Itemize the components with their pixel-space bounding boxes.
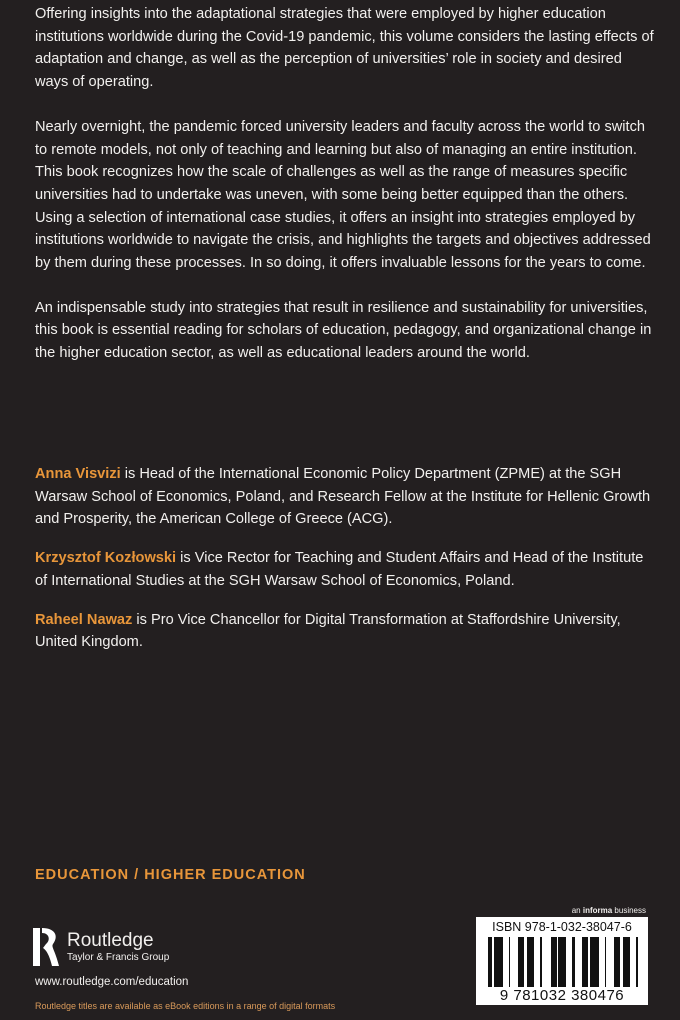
blurb-paragraph: An indispensable study into strategies that result in resilience and sustainability for universities, this book is essential reading for scholars of education, pedagogy, and organizational change in the higher education sector, as well as educational leaders around the world. [35, 299, 652, 362]
barcode-bars [488, 937, 638, 987]
author-bio-text: is Pro Vice Chancellor for Digital Transformation at Staffordshire University, United Kingdom. [35, 611, 621, 651]
subject-category: EDUCATION / HIGHER EDUCATION [35, 867, 306, 883]
blurb-paragraph: Offering insights into the adaptational strategies that were employed by higher education institutions worldwide during the Covid-19 pandemic, this volume considers the lasting effects of adaptation and change, as well as the perception of universities’ role in society and desired ways of operating. [35, 6, 654, 91]
blurb [35, 3, 655, 387]
author-name: Anna Visvizi [35, 466, 121, 482]
author-bio-text: is Head of the International Economic Policy Department (ZPME) at the SGH Warsaw School of Economics, Poland, and Research Fellow at the Institute for Hellenic Growth and Prosperity, the American College of Greece (ACG). [35, 466, 651, 528]
author-bio-text: is Vice Rector for Teaching and Student Affairs and Head of the Institute of International Studies at the SGH Warsaw School of Economics, Poland. [35, 550, 644, 589]
barcode-number: 9 781032 380476 [476, 987, 648, 1004]
author-bio [35, 463, 655, 531]
author-name: Raheel Nawaz [35, 611, 133, 628]
publisher-url[interactable]: www.routledge.com/education [35, 976, 189, 988]
publisher-group: Taylor & Francis Group [67, 952, 170, 963]
ebook-note: Routledge titles are available as eBook editions in a range of digital formats [35, 1001, 336, 1011]
routledge-logo-icon [33, 928, 61, 966]
author-bios [35, 463, 655, 670]
publisher-name: Routledge [67, 930, 154, 951]
isbn-barcode [476, 917, 648, 1005]
blurb-paragraph: Nearly overnight, the pandemic forced university leaders and faculty across the world to switch to remote models, not only of teaching and learning but also of managing an entire institution. This book recognizes how the scale of challenges as well as the range of measures specific universities had to undertake was uneven, with some being better equipped than the others. Using a selection of international case studies, it offers an insight into strategies employed by institutions worldwide to navigate the crisis, and highlights the targets and objectives addressed by them during these processes. In so doing, it offers invaluable lessons for the years to come. [35, 118, 651, 272]
informa-tag: an informa business [571, 906, 646, 915]
publisher-logo [33, 928, 169, 966]
isbn-text: ISBN 978-1-032-38047-6 [492, 920, 632, 934]
author-bio [35, 547, 655, 592]
author-name: Krzysztof Kozłowski [35, 550, 177, 567]
author-bio [35, 609, 655, 654]
